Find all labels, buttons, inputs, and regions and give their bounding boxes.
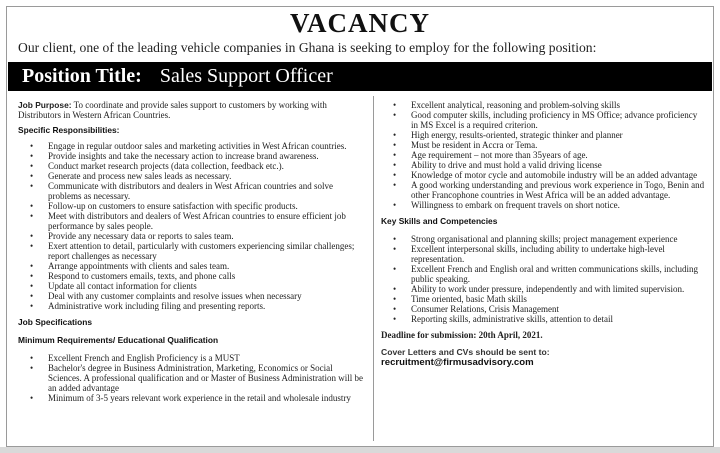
list-item: • Meet with distributors and dealers of West African countries to ensure efficient job performance by sales people. [18,211,366,231]
bottom-strip [0,447,720,453]
job-specs-heading: Job Specifications [18,317,92,327]
list-item: • Excellent French and English Proficiency is a MUST [18,353,366,363]
list-item: • Good computer skills, including proficiency in MS Office; advance proficiency in MS Excel is a required criterion. [381,110,705,130]
list-item: • High energy, results-oriented, strategic thinker and planner [381,130,705,140]
list-item: • Engage in regular outdoor sales and marketing activities in West African countries. [18,141,366,151]
responsibilities-heading: Specific Responsibilities: [18,125,120,135]
list-item: • Conduct market research projects (data collection, feedback etc.). [18,161,366,171]
list-item: • Consumer Relations, Crisis Management [381,304,705,314]
list-item: • Excellent interpersonal skills, including ability to undertake high-level representation. [381,244,705,264]
cover-letter-label: Cover Letters and CVs should be sent to: [381,347,550,357]
list-item: • Excellent analytical, reasoning and problem-solving skills [381,100,705,110]
position-value: Sales Support Officer [159,65,333,87]
list-item: • Arrange appointments with clients and sales team. [18,261,366,271]
list-item: • Follow-up on customers to ensure satisfaction with specific products. [18,201,366,211]
list-item: • Age requirement – not more than 35years of age. [381,150,705,160]
email-link[interactable]: recruitment@firmusadvisory.com [381,357,534,368]
list-item: • Exert attention to detail, particularly with customers experiencing similar challenges; report challenges as necessary [18,241,366,261]
list-item: • Communicate with distributors and dealers in West African countries and solve problems as necessary. [18,181,366,201]
skills-heading: Key Skills and Competencies [381,216,498,226]
page-title: VACANCY [289,8,430,38]
requirements-list [18,353,366,403]
list-item: • Generate and process new sales leads as necessary. [18,171,366,181]
list-item: • Provide insights and take the necessary action to increase brand awareness. [18,151,366,161]
list-item: • Ability to drive and must hold a valid driving license [381,160,705,170]
list-item: • Must be resident in Accra or Tema. [381,140,705,150]
list-item: • Provide any necessary data or reports to sales team. [18,231,366,241]
intro-text: Our client, one of the leading vehicle companies in Ghana is seeking to employ for the following position: [18,40,597,55]
job-purpose-text: To coordinate and provide sales support to customers by working with Distributors in Western African Countries. [18,100,327,120]
list-item: • Excellent French and English oral and written communications skills, including public speaking. [381,264,705,284]
right-column [381,100,705,368]
list-item: • Bachelor's degree in Business Administration, Marketing, Economics or Social Sciences. A professional qualification and or Master of Business Administration will be an added advantage [18,363,366,393]
position-label: Position Title: [22,65,142,87]
list-item: • Minimum of 3-5 years relevant work experience in the retail and wholesale industry [18,393,366,403]
list-item: • Administrative work including filing and presenting reports. [18,301,366,311]
list-item: • Reporting skills, administrative skills, attention to detail [381,314,705,324]
list-item: • Respond to customers emails, texts, and phone calls [18,271,366,281]
responsibilities-list [18,141,366,311]
job-purpose [18,100,366,120]
list-item: • Time oriented, basic Math skills [381,294,705,304]
list-item: • Willingness to embark on frequent travels on short notice. [381,200,705,210]
list-item: • Knowledge of motor cycle and automobile industry will be an added advantage [381,170,705,180]
list-item: • Update all contact information for clients [18,281,366,291]
list-item: • Deal with any customer complaints and resolve issues when necessary [18,291,366,301]
job-purpose-label: Job Purpose: [18,100,72,110]
skills-list [381,234,705,324]
list-item: • A good working understanding and previous work experience in Togo, Benin and other Francophone countries in West Africa will be an added advantage. [381,180,705,200]
position-banner [8,62,712,91]
min-requirements-heading: Minimum Requirements/ Educational Qualification [18,335,219,345]
column-divider [373,96,374,441]
list-item: • Ability to work under pressure, independently and with limited supervision. [381,284,705,294]
left-column [18,100,366,409]
list-item: • Strong organisational and planning skills; project management experience [381,234,705,244]
requirements-continued-list [381,100,705,210]
deadline-text: Deadline for submission: 20th April, 2021. [381,330,543,340]
